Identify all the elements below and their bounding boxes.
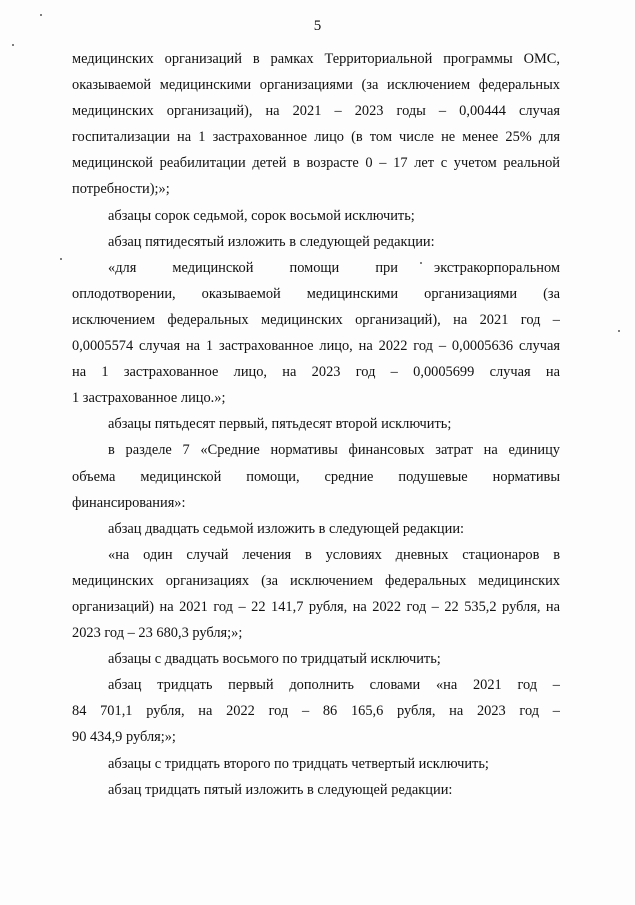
text-line: медицинской реабилитации детей в возрасте 0 – 17 лет с учетом реальной [72, 155, 560, 172]
text-line: в разделе 7 «Средние нормативы финансовых затрат на единицу [108, 442, 560, 459]
text-line: 90 434,9 рубля;»; [72, 729, 176, 746]
text-line: потребности);»; [72, 181, 170, 198]
text-line: 2023 год – 23 680,3 рубля;»; [72, 625, 243, 642]
text-line: на 1 застрахованное лицо, на 2023 год – 0,0005699 случая на [72, 364, 560, 381]
scan-speck [12, 44, 14, 46]
scan-speck [60, 258, 62, 260]
scan-speck [618, 330, 620, 332]
text-line: 0,0005574 случая на 1 застрахованное лицо, на 2022 год – 0,0005636 случая [72, 338, 560, 355]
text-line: медицинских организациях (за исключением федеральных медицинских [72, 572, 560, 589]
text-line: абзацы пятьдесят первый, пятьдесят второй исключить; [108, 416, 452, 433]
text-line: организаций) на 2021 год – 22 141,7 рубля, на 2022 год – 22 535,2 рубля, на [72, 598, 560, 615]
text-line: исключением федеральных медицинских организаций), на 2021 год – [72, 311, 560, 328]
text-line: оплодотворении, оказываемой медицинскими организациями (за [72, 285, 560, 302]
text-line: абзац пятидесятый изложить в следующей редакции: [108, 233, 435, 250]
page-number: 5 [313, 18, 322, 34]
text-line: медицинских организаций), на 2021 – 2023 годы – 0,00444 случая [72, 103, 560, 120]
text-line: объема медицинской помощи, средние подушевые нормативы [72, 468, 560, 485]
scan-speck [40, 14, 42, 16]
text-line: 1 застрахованное лицо.»; [72, 390, 226, 407]
text-line: 84 701,1 рубля, на 2022 год – 86 165,6 рубля, на 2023 год – [72, 703, 560, 720]
document-body [72, 46, 560, 803]
text-line: «на один случай лечения в условиях дневных стационаров в [108, 546, 560, 563]
text-line: оказываемой медицинскими организациями (за исключением федеральных [72, 77, 560, 94]
text-line: финансирования»: [72, 494, 186, 511]
text-line: абзац двадцать седьмой изложить в следующей редакции: [108, 520, 465, 537]
text-line: госпитализации на 1 застрахованное лицо (в том числе не менее 25% для [72, 129, 560, 146]
text-line: абзацы сорок седьмой, сорок восьмой исключить; [108, 207, 415, 224]
text-line: абзацы с тридцать второго по тридцать четвертый исключить; [108, 755, 489, 772]
text-line: абзац тридцать пятый изложить в следующей редакции: [108, 781, 453, 798]
text-line: абзацы с двадцать восьмого по тридцатый исключить; [108, 651, 441, 668]
text-line: медицинских организаций в рамках Территориальной программы ОМС, [72, 51, 560, 67]
text-line: абзац тридцать первый дополнить словами «на 2021 год – [108, 677, 560, 694]
text-line: «для медицинской помощи при экстракорпоральном [108, 259, 560, 276]
